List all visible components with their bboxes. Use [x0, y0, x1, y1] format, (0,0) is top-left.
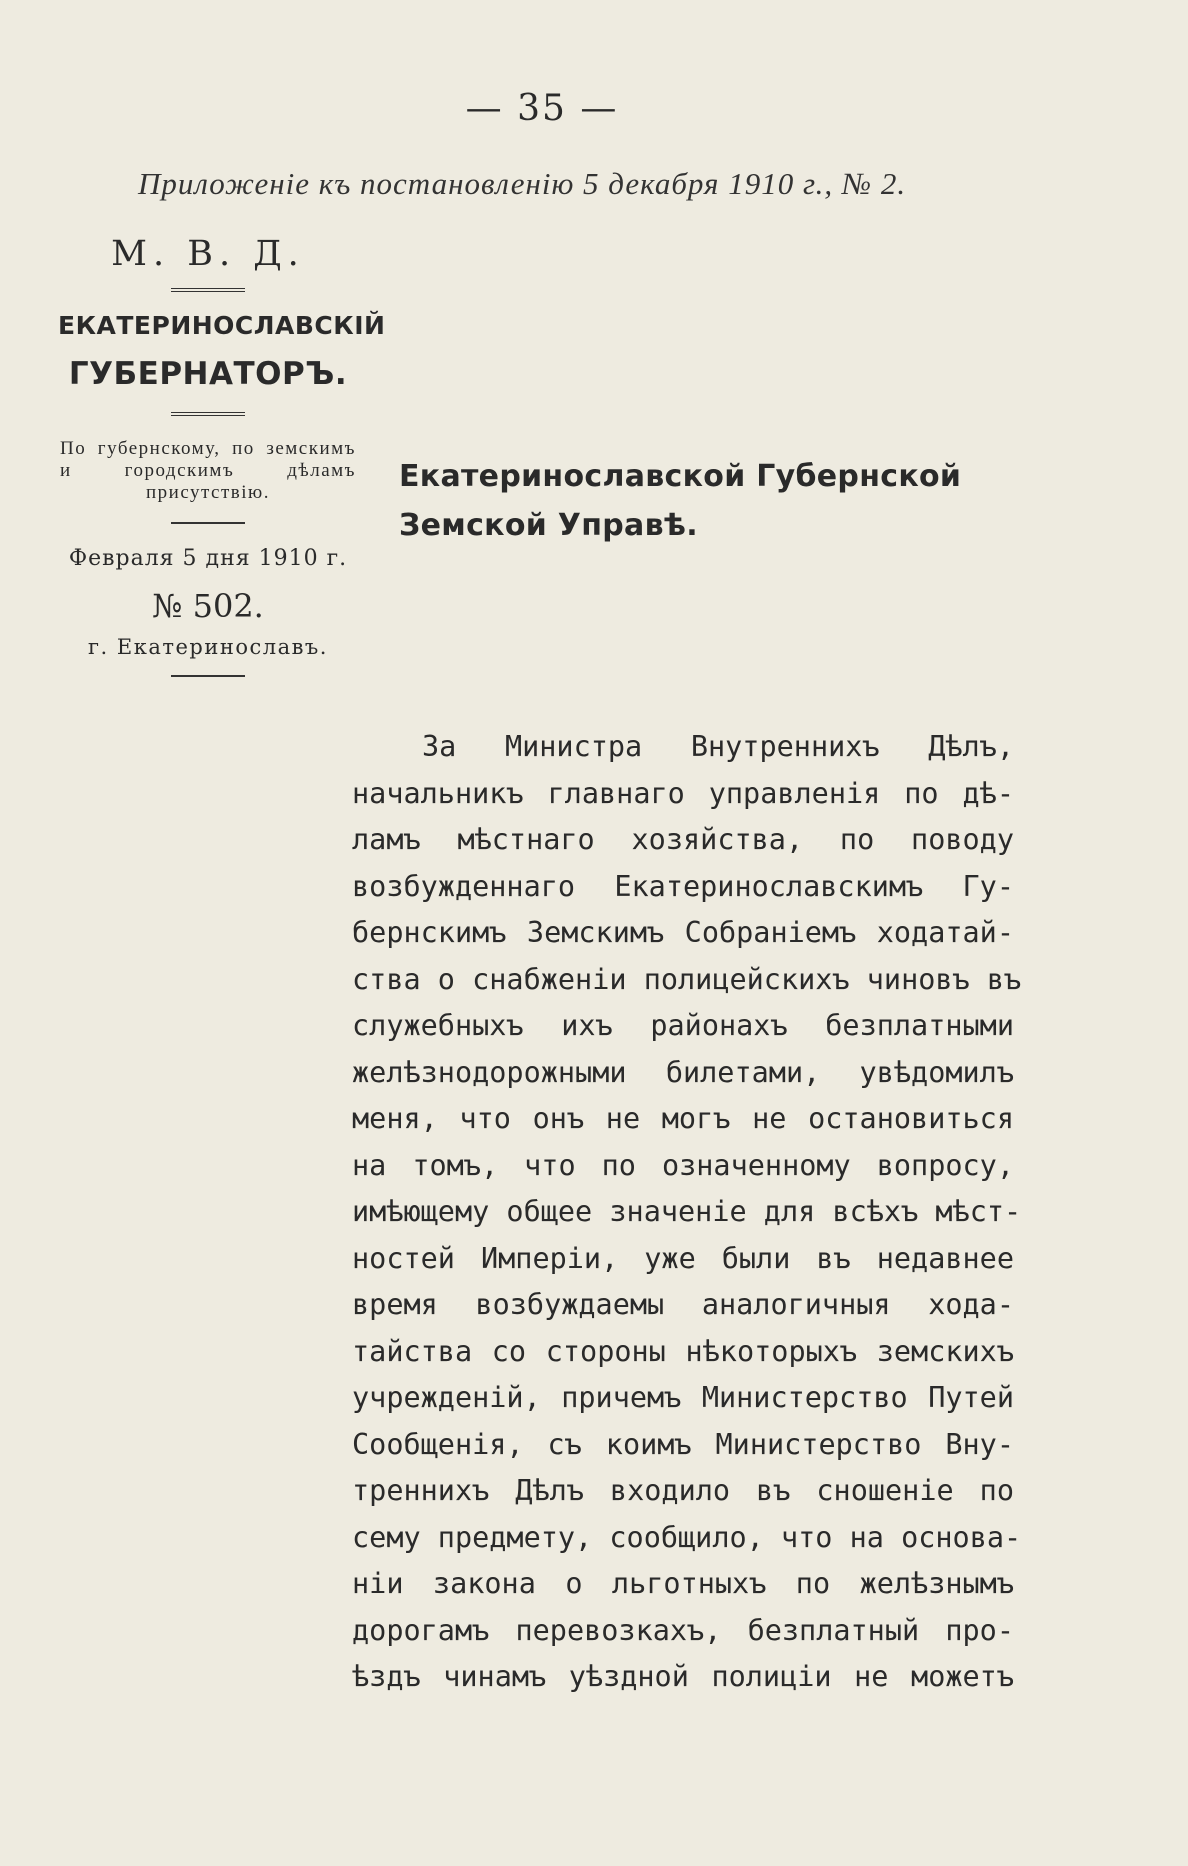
- body-line: время возбуждаемы аналогичныя хода-: [352, 1288, 1014, 1321]
- document-number: № 502.: [152, 587, 264, 625]
- body-line: начальникъ главнаго управленiя по дѣ-: [352, 776, 1014, 810]
- letterhead: [58, 228, 386, 677]
- body-line: бернскимъ Земскимъ Собранiемъ ходатай-: [352, 916, 1014, 949]
- page-number: — 35 —: [465, 88, 619, 129]
- body-line: меня, что онъ не могъ не остановиться: [352, 1102, 1014, 1135]
- office-line-1: ЕКАТЕРИНОСЛАВСКIЙ: [58, 311, 386, 340]
- body-line: нiи закона о льготныхъ по желѣзнымъ: [352, 1567, 1014, 1600]
- body-line: учрежденiй, причемъ Министерство Путей: [352, 1381, 1014, 1414]
- divider: [171, 675, 245, 677]
- body-line: имѣющему общее значенiе для всѣхъ мѣст-: [352, 1195, 1022, 1228]
- document-place: г. Екатеринославъ.: [88, 635, 328, 659]
- body-line: тайства со стороны нѣкоторыхъ земскихъ: [352, 1334, 1014, 1368]
- ministry-title: М. В. Д.: [111, 234, 305, 274]
- divider: [171, 522, 245, 524]
- body-line: сему предмету, сообщило, что на основа-: [352, 1520, 1022, 1554]
- addressee: Екатеринославской Губернской Земской Управѣ.: [399, 459, 962, 543]
- body-line: дорогамъ перевозкахъ, безплатный про-: [352, 1613, 1014, 1647]
- office-title: [58, 302, 386, 398]
- body-line: треннихъ Дѣлъ входило въ сношенiе по: [352, 1474, 1014, 1507]
- body-line: желѣзнодорожными билетами, увѣдомилъ: [352, 1055, 1014, 1089]
- divider: [171, 288, 245, 292]
- divider: [171, 412, 245, 416]
- body-line: возбужденнаго Екатеринославскимъ Гу-: [352, 869, 1014, 903]
- body-line: За Министра Внутреннихъ Дѣлъ,: [422, 730, 1014, 763]
- body-line: ностей Имперiи, уже были въ недавнее: [352, 1241, 1014, 1275]
- office-line-2: ГУБЕРНАТОРЪ.: [68, 356, 348, 392]
- body-line: служебныхъ ихъ районахъ безплатными: [352, 1009, 1014, 1042]
- appendix-note: Приложенiе къ постановленiю 5 декабря 1910 г., № 2.: [138, 166, 907, 201]
- letter-body: [352, 724, 1022, 1701]
- body-line: на томъ, что по означенному вопросу,: [352, 1148, 1014, 1182]
- department-text: По губернскому, по земскимъ и городскимъ дѣламъ присутствiю.: [60, 438, 356, 503]
- body-line: Сообщенiя, съ коимъ Министерство Вну-: [352, 1427, 1014, 1461]
- body-line: ства о снабженiи полицейскихъ чиновъ въ: [352, 962, 1022, 996]
- body-line: ламъ мѣстнаго хозяйства, по поводу: [352, 823, 1014, 856]
- document-date: Февраля 5 дня 1910 г.: [68, 546, 348, 571]
- body-line: ѣздъ чинамъ уѣздной полицiи не можетъ: [352, 1660, 1014, 1693]
